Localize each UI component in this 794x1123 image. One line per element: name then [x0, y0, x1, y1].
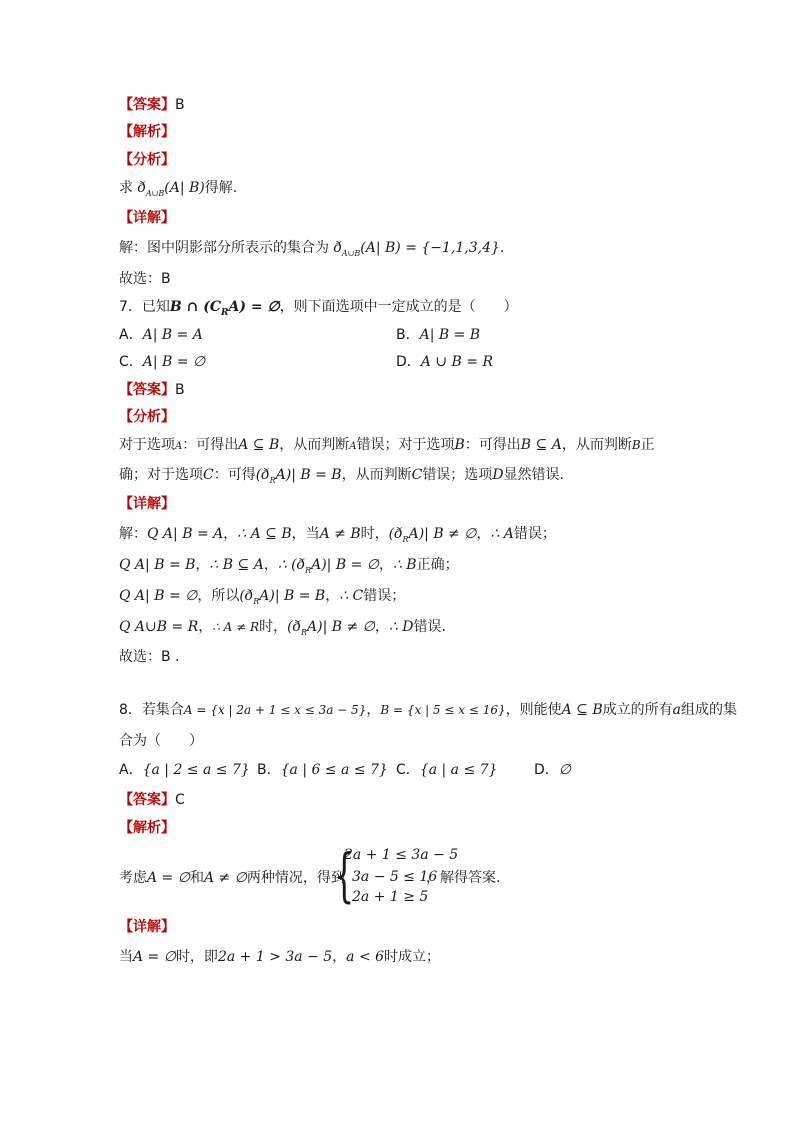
q7-fenxi-tag-line — [119, 407, 175, 427]
q6-detail — [119, 238, 504, 264]
text: 错误. — [413, 619, 446, 635]
text: 时，即 — [175, 949, 218, 965]
text: 求 — [119, 180, 138, 196]
text: 两种情况，得到 — [246, 870, 345, 886]
math: A — [349, 441, 357, 452]
q6-xiangjie-tag-line — [119, 208, 175, 228]
q7-option-a — [119, 325, 203, 345]
text: 显然错误. — [503, 467, 564, 483]
q8-jiexi-line — [119, 818, 175, 838]
jiexi-tag: 【解析】 — [119, 124, 175, 140]
text: ，从而判断 — [279, 437, 350, 453]
math: A) = ∅ — [228, 299, 280, 315]
system-row-1: 2a + 1 ≤ 3a − 5 — [344, 847, 459, 863]
option-expr: {a | 6 ≤ a ≤ 7} — [280, 762, 388, 778]
text: 和 — [189, 870, 204, 886]
q7-option-b — [396, 325, 480, 345]
math: ∴ A ≠ R — [212, 620, 260, 634]
q7-detail-3 — [119, 586, 405, 612]
option-label: D． — [396, 354, 421, 370]
q7-answer-line — [119, 380, 185, 400]
math: a < 6 — [346, 949, 385, 965]
q8-xiangjie-tag-line — [119, 917, 175, 937]
text: 当 — [119, 949, 133, 965]
text: ， — [195, 557, 210, 573]
text: ，当 — [291, 526, 320, 542]
text: ， — [332, 949, 347, 965]
math: (ð — [388, 526, 403, 542]
q6-jiexi-line — [119, 122, 175, 142]
text: 8．若集合 — [119, 702, 184, 718]
math: (ð — [255, 467, 270, 483]
text: ：可得出 — [182, 437, 239, 453]
q8-consider-line — [119, 868, 345, 888]
math: ∴ A ⊆ B — [237, 526, 292, 542]
q8-answer-line — [119, 790, 185, 810]
text: 对于选项 — [119, 437, 175, 453]
text: 7．已知 — [119, 299, 170, 315]
text: 考虑 — [119, 870, 147, 886]
answer-value: B — [175, 382, 185, 398]
math: A ≠ B — [319, 526, 361, 542]
option-label: C． — [396, 762, 420, 778]
q7-detail-2 — [119, 555, 459, 581]
system-row-3: 2a + 1 ≥ 5 — [352, 889, 429, 905]
text: 正 — [640, 437, 655, 453]
answer-tag: 【答案】 — [119, 97, 175, 113]
text: 成立的所有 — [602, 702, 673, 718]
text: 确；对于选项 — [119, 467, 203, 483]
q7-detail-1 — [119, 524, 556, 550]
text: 得解. — [204, 180, 238, 196]
math: ð — [137, 180, 146, 196]
fenxi-tag: 【分析】 — [119, 409, 175, 425]
text: 时成立； — [384, 949, 441, 965]
q7-option-c — [119, 352, 205, 372]
text: ， — [263, 557, 278, 573]
text: ， — [378, 557, 393, 573]
q7-fenxi-line1 — [119, 435, 655, 457]
math: C — [203, 467, 214, 483]
option-expr: A| B = ∅ — [142, 354, 206, 370]
option-label: D． — [534, 762, 559, 778]
math: A ⊆ B — [238, 437, 280, 453]
xiangjie-tag: 【详解】 — [119, 210, 175, 226]
math: ∴ B ⊆ A — [209, 557, 264, 573]
q8-option-c — [396, 760, 497, 780]
option-expr: A| B = A — [142, 327, 203, 343]
text: 错误；对于选项 — [356, 437, 455, 453]
math-sub: R — [221, 307, 229, 318]
q6-conclusion: 故选：B — [119, 271, 171, 287]
q6-answer-line — [119, 95, 185, 115]
q8-stem-line1 — [119, 700, 737, 720]
text: ， — [366, 702, 381, 718]
text: 组成的集 — [680, 702, 737, 718]
q8-option-a — [119, 760, 250, 780]
text: . — [499, 240, 505, 256]
q7-option-d — [396, 352, 493, 372]
option-label: B． — [257, 762, 281, 778]
q7-fenxi-line2 — [119, 465, 564, 491]
math: (ð — [239, 588, 254, 604]
text: 解： — [119, 526, 147, 542]
option-expr: A ∪ B = R — [420, 354, 493, 370]
math: Q A| B = ∅ — [119, 588, 198, 604]
text: ， — [325, 588, 340, 604]
math-sub: R — [300, 627, 307, 637]
math: ∴ A — [490, 526, 514, 542]
text: 时， — [259, 619, 288, 635]
math: A ⊆ B — [561, 702, 603, 718]
math: (ð — [287, 619, 301, 635]
math: C — [411, 467, 423, 483]
math: ð — [333, 240, 342, 256]
text: ，从而判断 — [341, 467, 412, 483]
math: ∴ C — [339, 588, 364, 604]
math: (A| B) — [164, 180, 205, 196]
q7-detail-4 — [119, 617, 446, 643]
math: A)| B = B — [259, 588, 326, 604]
math: B — [631, 438, 641, 452]
math-sub: R — [269, 475, 276, 485]
q7-conclusion: 故选：B . — [119, 649, 180, 665]
math: A = ∅ — [147, 870, 190, 886]
math: B — [454, 437, 465, 453]
math: (A| B) = {−1,1,3,4} — [360, 240, 500, 256]
q8-consider-tail: ，解得答案. — [426, 870, 501, 886]
text: 解：图中阴影部分所表示的集合为 — [119, 240, 334, 256]
text: ， — [223, 526, 238, 542]
answer-value: B — [175, 97, 185, 113]
answer-value: C — [175, 792, 185, 808]
math-sub: R — [305, 565, 312, 575]
math-sub: A∪B — [145, 188, 165, 198]
text: ，从而判断 — [561, 437, 632, 453]
option-expr: ∅ — [558, 762, 571, 778]
math: A)| B = ∅ — [311, 557, 379, 573]
math: D — [492, 467, 504, 483]
text: ，所以 — [197, 588, 240, 604]
xiangjie-tag: 【详解】 — [119, 919, 175, 935]
system-row-2: 3a − 5 ≤ 16 — [352, 869, 438, 885]
option-label: A． — [119, 327, 143, 343]
text: ，则能使 — [505, 702, 562, 718]
text: 错误； — [363, 588, 406, 604]
math: B = {x | 5 ≤ x ≤ 16} — [380, 703, 506, 717]
math: Q A∪B = R — [119, 619, 199, 635]
math: ∴ (ð — [277, 557, 306, 573]
math: B ∩ (C — [169, 299, 221, 315]
answer-tag: 【答案】 — [119, 792, 175, 808]
math: Q A| B = A — [147, 526, 224, 542]
q8-option-b — [257, 760, 388, 780]
math: A = {x | 2a + 1 ≤ x ≤ 3a − 5} — [183, 703, 367, 717]
math: A)| B ≠ ∅ — [408, 526, 477, 542]
math: Q A| B = B — [119, 557, 196, 573]
option-label: B． — [396, 327, 420, 343]
option-expr: {a | 2 ≤ a ≤ 7} — [142, 762, 250, 778]
math: A)| B = B — [275, 467, 342, 483]
math: A = ∅ — [133, 949, 176, 965]
q6-fenxi-tag-line — [119, 150, 175, 170]
math: A)| B ≠ ∅ — [307, 619, 375, 635]
answer-tag: 【答案】 — [119, 382, 175, 398]
text: ：可得出 — [464, 437, 521, 453]
text: ， — [198, 619, 213, 635]
option-label: C． — [119, 354, 143, 370]
math: 2a + 1 > 3a − 5 — [217, 949, 333, 965]
q8-option-d — [534, 760, 571, 780]
fenxi-tag: 【分析】 — [119, 152, 175, 168]
text: ， — [476, 526, 491, 542]
q6-fenxi-text — [119, 178, 237, 204]
math: ∴ D — [388, 619, 414, 635]
q7-stem — [119, 297, 518, 323]
q8-detail-1 — [119, 947, 440, 967]
math: a — [672, 702, 681, 718]
math: B ⊆ A — [520, 437, 562, 453]
q7-xiangjie-tag-line — [119, 494, 175, 514]
jiexi-tag: 【解析】 — [119, 820, 175, 836]
text: 正确； — [416, 557, 459, 573]
math-sub: R — [402, 534, 409, 544]
math-sub: A∪B — [341, 248, 361, 258]
text: ，则下面选项中一定成立的是（ ） — [279, 299, 518, 315]
text: ：可得 — [213, 467, 256, 483]
math-sub: R — [253, 596, 260, 606]
text: 错误； — [513, 526, 556, 542]
option-expr: {a | a ≤ 7} — [419, 762, 498, 778]
text: 时， — [360, 526, 389, 542]
text: 错误；选项 — [422, 467, 493, 483]
option-expr: A| B = B — [419, 327, 481, 343]
option-label: A． — [119, 762, 143, 778]
math: A — [175, 441, 183, 452]
math: A ≠ ∅ — [203, 870, 247, 886]
text: ， — [374, 619, 389, 635]
math: ∴ B — [392, 557, 417, 573]
q8-stem-line2: 合为（ ） — [119, 733, 203, 749]
xiangjie-tag: 【详解】 — [119, 496, 175, 512]
left-brace: { — [334, 841, 355, 909]
